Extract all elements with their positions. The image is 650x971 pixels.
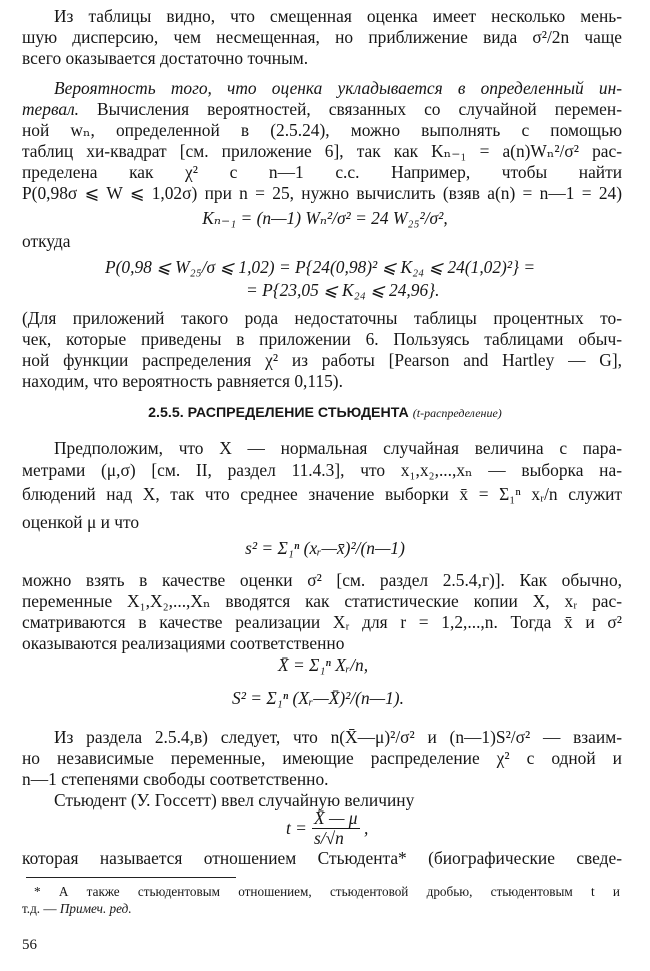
text-line: Стьюдент (У. Госсетт) ввел случайную величину — [54, 790, 415, 810]
formula-t-denominator: s/√n — [314, 828, 344, 848]
text-line: пределена как χ² с n—1 с.с. Например, чтобы найти — [22, 162, 622, 182]
italic-lead-cont: тервал. — [22, 99, 80, 119]
text-line: переменные X₁,X₂,...,Xₙ вводятся как статистические копии X, xᵣ рас- — [22, 591, 622, 611]
formula-k: Kₙ₋₁ = (n—1) Wₙ²/σ² = 24 W₂₅²/σ², — [202, 208, 448, 228]
text-line: всего оказывается достаточно точным. — [22, 48, 309, 68]
text-line: Из таблицы видно, что смещенная оценка имеет несколько мень- — [54, 6, 622, 26]
formula-probability-cont: = P{23,05 ⩽ K₂₄ ⩽ 24,96}. — [246, 280, 440, 300]
section-heading — [0, 404, 650, 422]
italic-lead-line: Вероятность того, что оценка укладывается в определенный ин- — [54, 78, 622, 98]
section-heading-title: 2.5.5. РАСПРЕДЕЛЕНИЕ СТЬЮДЕНТА — [148, 405, 409, 421]
footnote-divider — [26, 877, 236, 878]
text-line: оказываются реализациями соответственно — [22, 633, 345, 653]
text-line: можно взять в качестве оценки σ² [см. раздел 2.5.4,г)]. Как обычно, — [22, 570, 622, 590]
text-line: оценкой μ и что — [22, 512, 140, 532]
footnote-editor-note: Примеч. ред. — [59, 901, 132, 916]
section-heading-subtitle: (t-распределение) — [412, 406, 502, 420]
text-line: n—1 степенями свободы соответственно. — [22, 769, 329, 789]
text-line: ной wₙ, определенной в (2.5.24), можно выполнять с помощью — [22, 120, 622, 140]
text-line: шую дисперсию, чем несмещенная, но приближение вида σ²/2n чаще — [22, 27, 622, 47]
text-line: ной функции распределения χ² из работы [Pearson and Hartley — G], — [22, 350, 622, 370]
text-line: находим, что вероятность равняется 0,115). — [22, 371, 343, 391]
text-line: Из раздела 2.5.4,в) следует, что n(X̄—μ)²/σ² и (n—1)S²/σ² — взаим- — [54, 727, 622, 747]
formula-x-bar: X̄ = Σ₁ⁿ Xᵣ/n, — [278, 655, 369, 675]
text-line: метрами (μ,σ) [см. II, раздел 11.4.3], что x₁,x₂,...,xₙ — выборка на- — [22, 460, 622, 480]
formula-t-numerator: X̄ — μ — [314, 808, 358, 828]
formula-t-statistic — [286, 808, 406, 848]
footnote-text: т.д. — — [22, 901, 60, 916]
text-line: Предположим, что X — нормальная случайная величина с пара- — [54, 438, 622, 458]
text-line: чек, которые приведены в приложении 6. Пользуясь таблицами обыч- — [22, 329, 622, 349]
text-line: блюдений над X, так что среднее значение выборки x̄ = Σ₁ⁿ xᵣ/n служит — [22, 484, 622, 504]
text-line: P(0,98σ ⩽ W ⩽ 1,02σ) при n = 25, нужно вычислить (взяв a(n) = n—1 = 24) — [22, 183, 622, 203]
text-line: но независимые переменные, имеющие распределение χ² с одной и — [22, 748, 622, 768]
text-line — [22, 99, 622, 120]
formula-s-squared: s² = Σ₁ⁿ (xᵣ—x̄)²/(n—1) — [245, 538, 405, 558]
footnote-line: * А также стьюдентовым отношением, стьюдентовой дробью, стьюдентовым t и — [34, 884, 620, 899]
formula-t-comma: , — [364, 818, 369, 838]
formula-capital-s-squared: S² = Σ₁ⁿ (Xᵣ—X̄)²/(n—1). — [232, 688, 404, 708]
footnote-line — [22, 900, 622, 917]
text-line: (Для приложений такого рода недостаточны таблицы процентных то- — [22, 308, 622, 328]
formula-probability: P(0,98 ⩽ W₂₅/σ ⩽ 1,02) = P{24(0,98)² ⩽ K₂₄ ⩽ 24(1,02)²} = — [105, 257, 536, 277]
text-fragment: Вычисления вероятностей, связанных со случайной перемен- — [79, 99, 622, 119]
text-line: таблиц хи-квадрат [см. приложение 6], так как Kₙ₋₁ = a(n)Wₙ²/σ² рас- — [22, 141, 622, 161]
text-line: сматриваются в качестве реализации Xᵣ для r = 1,2,...,n. Тогда x̄ и σ² — [22, 612, 622, 632]
formula-t-lhs: t = — [286, 818, 307, 838]
text-line: которая называется отношением Стьюдента* (биографические сведе- — [22, 848, 622, 868]
text-line: откуда — [22, 231, 71, 251]
page-number: 56 — [22, 937, 37, 953]
